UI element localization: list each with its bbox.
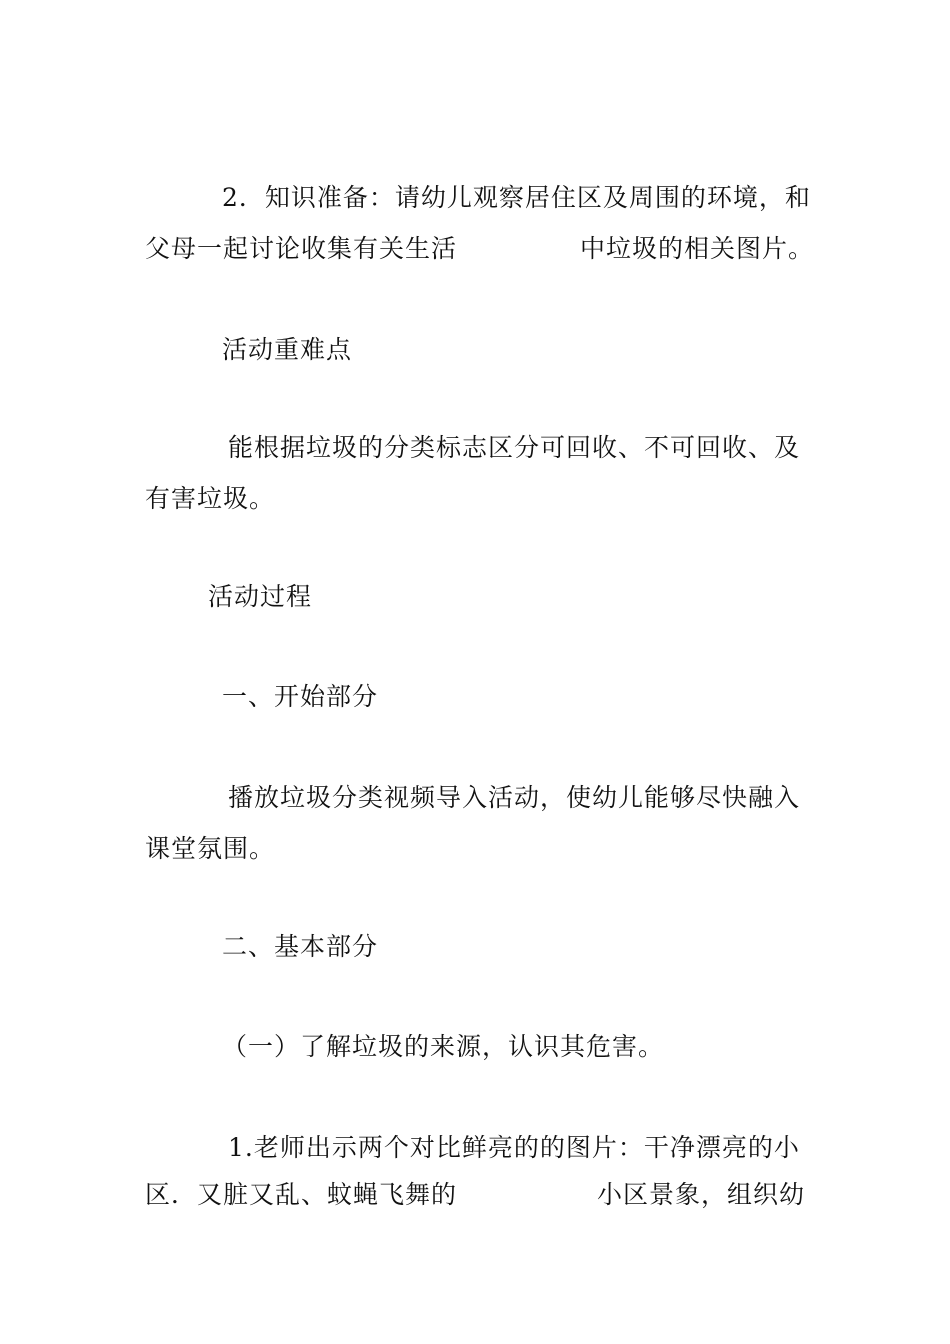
item-one-line-2-part-1: 区．又脏又乱、蚊蝇飞舞的 bbox=[145, 1180, 458, 1209]
part-one-heading: 一、开始部分 bbox=[222, 682, 379, 711]
knowledge-prep-line-2-part-1: 父母一起讨论收集有关生活 bbox=[145, 234, 458, 263]
knowledge-prep-line-2 bbox=[145, 234, 845, 264]
item-one-line-1: 1.老师出示两个对比鲜亮的的图片：干净漂亮的小 bbox=[228, 1133, 800, 1162]
knowledge-prep-line-1: 2．知识准备：请幼儿观察居住区及周围的环境，和 bbox=[222, 183, 811, 212]
key-difficulty-line-2: 有害垃圾。 bbox=[145, 484, 276, 513]
process-heading: 活动过程 bbox=[208, 582, 313, 611]
item-one-line-2 bbox=[145, 1180, 845, 1210]
key-difficulty-line-1: 能根据垃圾的分类标志区分可回收、不可回收、及 bbox=[228, 433, 801, 462]
knowledge-prep-line-2-part-2: 中垃圾的相关图片。 bbox=[580, 234, 815, 263]
part-one-line-2: 课堂氛围。 bbox=[145, 834, 276, 863]
sub-one-heading: （一）了解垃圾的来源，认识其危害。 bbox=[222, 1032, 665, 1061]
part-one-line-1: 播放垃圾分类视频导入活动，使幼儿能够尽快融入 bbox=[228, 783, 801, 812]
item-one-line-2-part-2: 小区景象，组织幼 bbox=[597, 1180, 806, 1209]
part-two-heading: 二、基本部分 bbox=[222, 932, 379, 961]
key-difficulty-heading: 活动重难点 bbox=[222, 335, 353, 364]
